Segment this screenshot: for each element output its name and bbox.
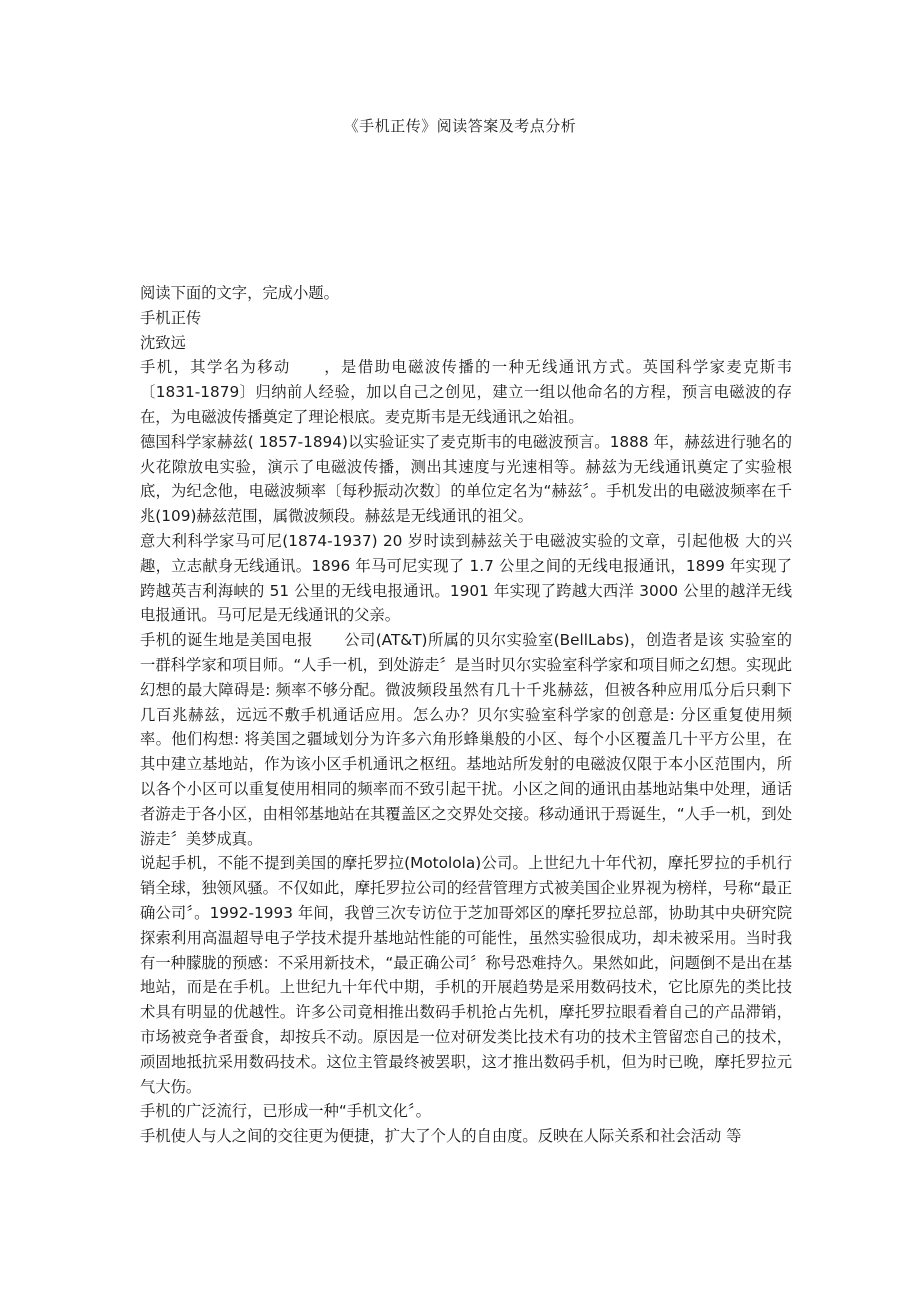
paragraph-article-title: 手机正传 — [140, 308, 202, 327]
paragraph-instruction: 阅读下面的文字，完成小题。 — [140, 284, 339, 302]
paragraph: 德国科学家赫兹( 1857-1894)以实验证实了麦克斯韦的电磁波预言。1888 年，赫兹进行驰名的火花隙放电实验，演示了电磁波传播，测出其速度与光速相等。赫兹为无线通讯奠定了实验根底，为纪念他，电磁波频率〔每秒振动次数〕的单位定名为“赫兹〞。手机发出的电磁波频率在千兆(109)赫兹范围，属微波频段。赫兹是无线通讯的祖父。 — [140, 432, 792, 526]
paragraph: 手机，其学名为移动 ，是借助电磁波传播的一种无线通讯方式。英国科学家麦克斯韦〔1831-1879〕归纳前人经验，加以自己之创见，建立一组以他命名的方程，预言电磁波的存在，为电磁波传播奠定了理论根底。麦克斯韦是无线通讯之始祖。 — [140, 358, 792, 426]
document-title: 《手机正传》阅读答案及考点分析 — [343, 117, 577, 135]
paragraph: 手机的诞生地是美国电报 公司(AT&T)所属的贝尔实验室(BellLabs)，创造者是该 实验室的一群科学家和项目师。“人手一机，到处游走〞是当时贝尔实验室科学家和项目师之幻想。实现此幻想的最大障碍是: 频率不够分配。微波频段虽然有几十千兆赫兹，但被各种应用瓜分后只剩下几百兆赫兹，远远不敷手机通话应用。怎么办？贝尔实验室科学家的创意是: 分区重复使用频率。他们构想: 将美国之疆域划分为许多六角形蜂巢般的小区、每个小区覆盖几十平方公里，在其中建立基地站，作为该小区手机通讯之枢纽。基地站所发射的电磁波仅限于本小区范围内，所以各个小区可以重复使用相同的频率而不致引起干扰。小区之间的通讯由基地站集中处理，通话者游走于各小区，由相邻基地站在其覆盖区之交界处交接。移动通讯于焉诞生，“人手一机，到处游走〞美梦成真。 — [140, 631, 792, 848]
paragraph: 手机使人与人之间的交往更为便捷，扩大了个人的自由度。反映在人际关系和社会活动 等 — [140, 1127, 742, 1146]
paragraph: 手机的广泛流行，已形成一种“手机文化〞。 — [140, 1102, 431, 1121]
paragraph-author: 沈致远 — [140, 333, 186, 352]
document-body — [140, 281, 792, 1149]
paragraph: 意大利科学家马可尼(1874-1937) 20 岁时读到赫兹关于电磁波实验的文章，引起他极 大的兴趣，立志献身无线通讯。1896 年马可尼实现了 1.7 公里之间的无线电报通讯，1899 年实现了跨越英吉利海峡的 51 公里的无线电报通讯。1901 年实现了跨越大西洋 3000 公里的越洋无线电报通讯。马可尼是无线通讯的父亲。 — [140, 531, 792, 625]
paragraph: 说起手机，不能不提到美国的摩托罗拉(Motolola)公司。上世纪九十年代初，摩托罗拉的手机行销全球，独领风骚。不仅如此，摩托罗拉公司的经营管理方式被美国企业界视为榜样，号称“最正确公司〞。1992-1993 年间，我曾三次专访位于芝加哥郊区的摩托罗拉总部，协助其中央研究院探索利用高温超导电子学技术提升基地站性能的可能性，虽然实验很成功，却未被采用。当时我有一种朦胧的预感：不采用新技术，“最正确公司〞称号恐难持久。果然如此，问题倒不是出在基地站，而是在手机。上世纪九十年代中期，手机的开展趋势是采用数码技术，它比原先的类比技术具有明显的优越性。许多公司竟相推出数码手机抢占先机，摩托罗拉眼看着自己的产品滞销，市场被竞争者蚕食，却按兵不动。原因是一位对研发类比技术有功的技术主管留恋自己的技术，顽固地抵抗采用数码技术。这位主管最终被罢职，这才推出数码手机，但为时已晚，摩托罗拉元气大伤。 — [140, 854, 792, 1096]
